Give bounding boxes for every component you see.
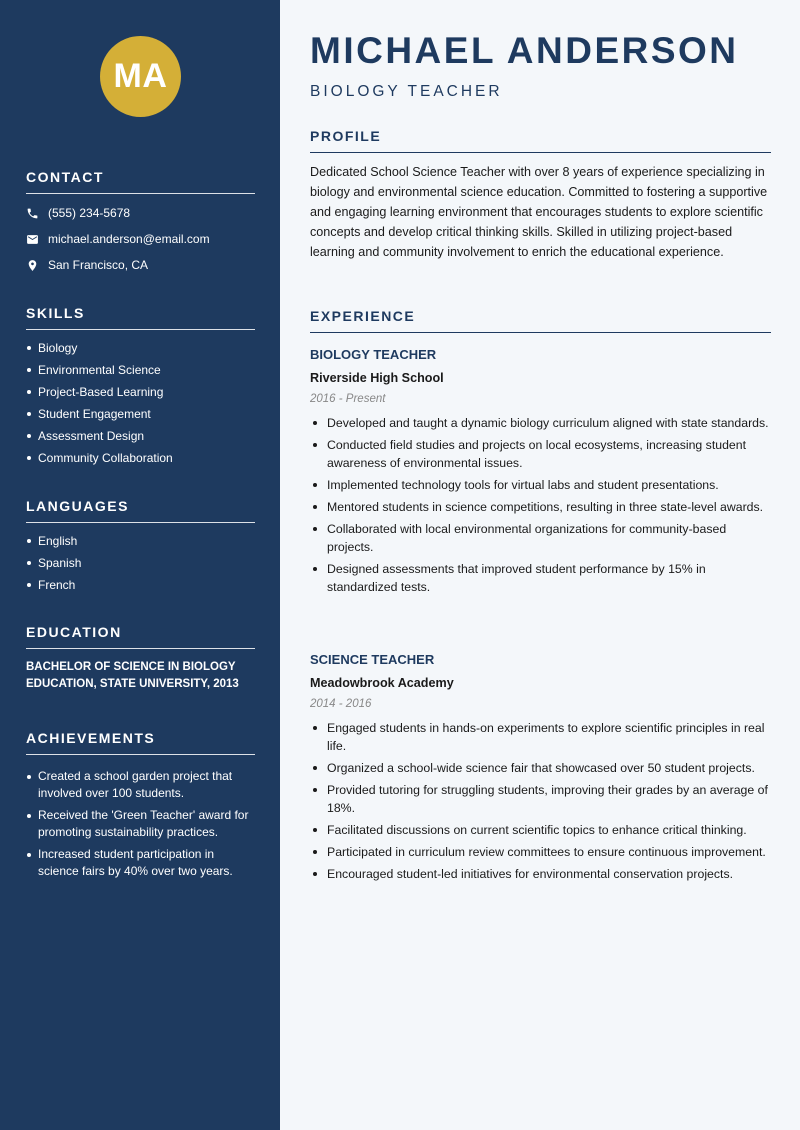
contact-location-text: San Francisco, CA: [48, 258, 149, 272]
job-entry: [310, 346, 771, 600]
education-heading: EDUCATION: [26, 624, 255, 649]
profile-heading: PROFILE: [310, 128, 771, 153]
list-item: Implemented technology tools for virtual labs and student presentations.: [310, 476, 771, 494]
list-item: French: [26, 574, 255, 596]
list-item: Collaborated with local environmental organizations for community-based projects.: [310, 520, 771, 556]
list-item: Mentored students in science competitions, resulting in three state-level awards.: [310, 498, 771, 516]
list-item: Engaged students in hands-on experiments to explore scientific principles in real life.: [310, 719, 771, 755]
list-item: Created a school garden project that involved over 100 students.: [26, 768, 255, 802]
avatar: [100, 36, 181, 117]
skills-list: [26, 337, 255, 469]
job-company: Meadowbrook Academy: [310, 676, 454, 690]
list-item: Encouraged student-led initiatives for environmental conservation projects.: [310, 865, 771, 883]
list-item: Biology: [26, 337, 255, 359]
sidebar: [0, 0, 280, 1130]
job-title: SCIENCE TEACHER: [310, 652, 435, 667]
list-item: Assessment Design: [26, 425, 255, 447]
list-item: Organized a school-wide science fair that showcased over 50 student projects.: [310, 759, 771, 777]
list-item: Participated in curriculum review committees to ensure continuous improvement.: [310, 843, 771, 861]
skills-section: [26, 305, 255, 469]
profile-section: [310, 128, 771, 262]
list-item: Increased student participation in science fairs by 40% over two years.: [26, 846, 255, 880]
list-item: Provided tutoring for struggling students, improving their grades by an average of 18%.: [310, 781, 771, 817]
achievements-list: [26, 768, 255, 880]
job-title: BIOLOGY TEACHER: [310, 347, 437, 362]
list-item: Spanish: [26, 552, 255, 574]
phone-icon: [26, 207, 48, 220]
email-icon: [26, 233, 48, 246]
contact-heading: CONTACT: [26, 169, 255, 194]
achievements-section: [26, 730, 255, 885]
job-company: Riverside High School: [310, 371, 444, 385]
achievements-heading: ACHIEVEMENTS: [26, 730, 255, 755]
languages-list: [26, 530, 255, 596]
list-item: Student Engagement: [26, 403, 255, 425]
education-degree: BACHELOR OF SCIENCE IN BIOLOGY EDUCATION, STATE UNIVERSITY, 2013: [26, 661, 239, 690]
education-section: [26, 624, 255, 693]
candidate-role: BIOLOGY TEACHER: [310, 83, 503, 100]
contact-phone-text: (555) 234-5678: [48, 206, 131, 220]
list-item: Community Collaboration: [26, 447, 255, 469]
profile-text: Dedicated School Science Teacher with over 8 years of experience specializing in biology and environmental science education. Committed to fostering a supportive and engaging learning environment that encourages students to explore scientific concepts and develop critical thinking skills. Skilled in utilizing project-based learning and community involvement to enrich the educational experience.: [310, 165, 768, 259]
job-bullets: [310, 414, 771, 596]
skills-heading: SKILLS: [26, 305, 255, 330]
list-item: Designed assessments that improved student performance by 15% in standardized tests.: [310, 560, 771, 596]
contact-email-text: michael.anderson@email.com: [48, 232, 210, 246]
experience-section: [310, 308, 771, 333]
list-item: Conducted field studies and projects on local ecosystems, increasing student awareness of environmental issues.: [310, 436, 771, 472]
list-item: Facilitated discussions on current scientific topics to enhance critical thinking.: [310, 821, 771, 839]
candidate-name: MICHAEL ANDERSON: [310, 30, 739, 71]
list-item: English: [26, 530, 255, 552]
contact-phone: [26, 200, 255, 226]
avatar-initials: MA: [113, 57, 168, 95]
job-bullets: [310, 719, 771, 883]
contact-section: [26, 169, 255, 278]
job-dates: 2016 - Present: [310, 393, 386, 405]
experience-heading: EXPERIENCE: [310, 308, 771, 333]
languages-section: [26, 498, 255, 596]
job-entry: [310, 651, 771, 887]
languages-heading: LANGUAGES: [26, 498, 255, 523]
job-dates: 2014 - 2016: [310, 698, 372, 710]
list-item: Received the 'Green Teacher' award for promoting sustainability practices.: [26, 807, 255, 841]
list-item: Project-Based Learning: [26, 381, 255, 403]
list-item: Developed and taught a dynamic biology curriculum aligned with state standards.: [310, 414, 771, 432]
contact-location: [26, 252, 255, 278]
location-pin-icon: [26, 259, 48, 272]
list-item: Environmental Science: [26, 359, 255, 381]
contact-email: [26, 226, 255, 252]
